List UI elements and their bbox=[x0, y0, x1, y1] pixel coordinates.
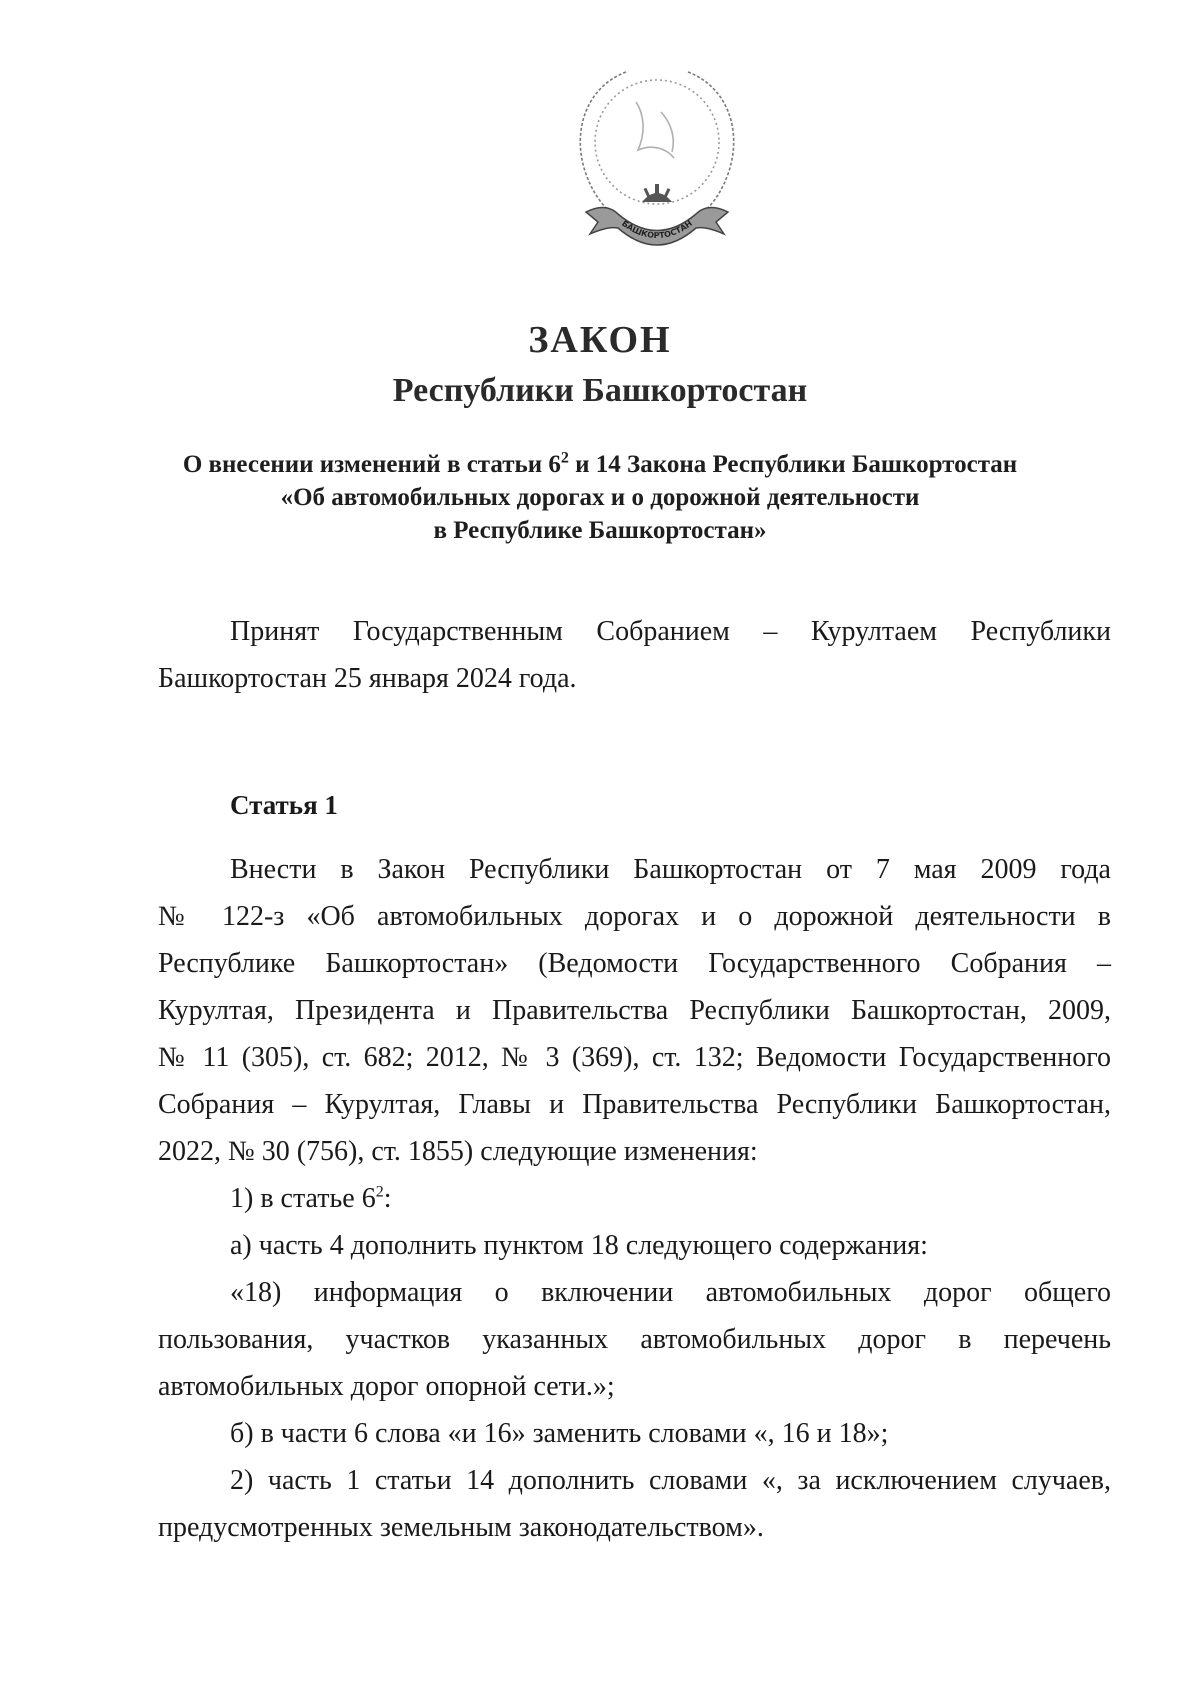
subject-line-3: в Республике Башкортостан» bbox=[433, 517, 767, 544]
item-2-line: 2) часть 1 статьи 14 дополнить словами «, за исключением случаев, bbox=[230, 1465, 1111, 1496]
body-line: Республике Башкортостан» (Ведомости Государственного Собрания – bbox=[158, 948, 1111, 979]
body-line: № 122-з «Об автомобильных дорогах и о дорожной деятельности в bbox=[158, 901, 1111, 932]
adoption-note: Принят Государственным Собранием – Курултаем Республики Башкортостан 25 января 2024 года. bbox=[158, 616, 1111, 694]
law-subtitle: Республики Башкортостан bbox=[392, 372, 808, 409]
body-line: № 11 (305), ст. 682; 2012, № 3 (369), ст. 132; Ведомости Государственного bbox=[158, 1042, 1111, 1073]
item-a: а) часть 4 дополнить пунктом 18 следующего содержания: bbox=[230, 1230, 928, 1261]
item-1: 1) в статье $6^2$: bbox=[230, 1183, 392, 1214]
item-2-line: предусмотренных земельным законодательством». bbox=[158, 1512, 764, 1543]
body-line: Внести в Закон Республики Башкортостан от 7 мая 2009 года bbox=[230, 854, 1111, 885]
subject-line-1: О внесении изменений в статьи $6^2$ и 14 Закона Республики Башкортостан bbox=[182, 449, 1018, 478]
law-subject bbox=[0, 448, 1200, 547]
body-line: Собрания – Курултая, Главы и Правительства Республики Башкортостан, bbox=[158, 1089, 1111, 1120]
subject-line-2: «Об автомобильных дорогах и о дорожной деятельности bbox=[280, 484, 920, 511]
item-b: б) в части 6 слова «и 16» заменить словами «, 16 и 18»; bbox=[230, 1418, 889, 1449]
law-title: ЗАКОН bbox=[528, 319, 672, 361]
body-line: Курултая, Президента и Правительства Республики Башкортостан, 2009, bbox=[158, 995, 1111, 1026]
quote-line: «18) информация о включении автомобильных дорог общего bbox=[230, 1277, 1111, 1308]
quote-line: автомобильных дорог опорной сети.»; bbox=[158, 1371, 615, 1402]
bashkortostan-coat-of-arms-icon bbox=[566, 62, 748, 258]
emblem-ribbon-text: БАШКОРТОСТАН bbox=[620, 218, 694, 241]
article-body bbox=[158, 846, 1111, 1551]
quote-line: пользования, участков указанных автомобильных дорог в перечень bbox=[158, 1324, 1111, 1355]
body-line: 2022, № 30 (756), ст. 1855) следующие изменения: bbox=[158, 1136, 758, 1167]
article-heading: Статья 1 bbox=[230, 790, 338, 820]
